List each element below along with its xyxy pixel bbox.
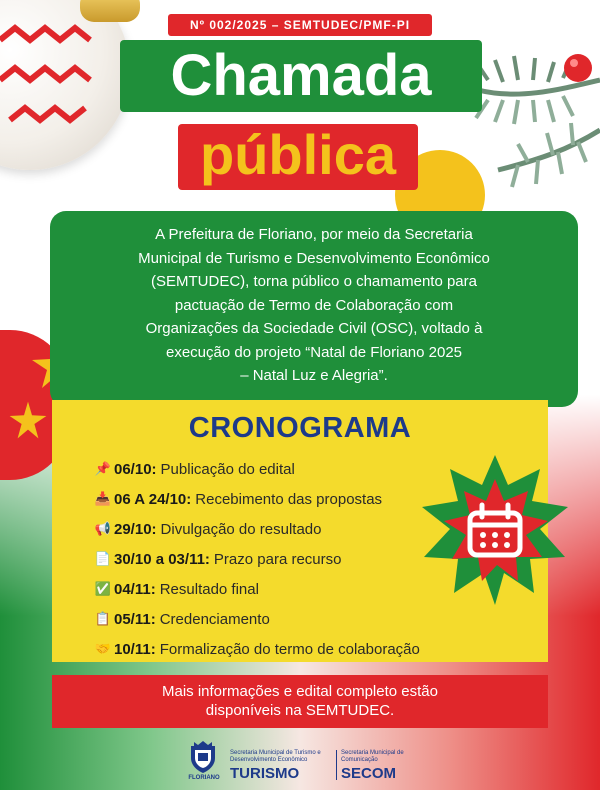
intro-line: pactuação de Termo de Colaboração com — [174, 296, 454, 314]
inbox-tray-icon: 📥 — [94, 491, 112, 506]
intro-line: A Prefeitura de Floriano, por meio da Secretaria — [155, 226, 473, 243]
schedule-item — [94, 544, 474, 574]
schedule-date: 05/11: — [114, 610, 156, 628]
turismo-logo-text: TURISMO — [230, 765, 300, 782]
document-icon: 📄 — [94, 551, 112, 566]
schedule-date: 29/10: — [114, 520, 157, 538]
schedule-item — [94, 604, 474, 634]
schedule-description: Credenciamento — [159, 610, 270, 628]
secom-logo-text: SECOM — [341, 765, 397, 782]
schedule-item — [94, 484, 474, 514]
schedule-item — [94, 634, 474, 664]
schedule-date: 10/11: — [114, 640, 156, 658]
cronograma-title: CRONOGRAMA — [188, 412, 412, 444]
calendar-badge-icon — [420, 455, 570, 605]
logo-divider — [336, 750, 337, 780]
schedule-description: Formalização do termo de colaboração — [159, 640, 420, 658]
page-title-line2: pública — [199, 123, 397, 186]
edital-number-banner: Nº 002/2025 – SEMTUDEC/PMF-PI — [168, 14, 432, 36]
intro-line: – Natal Luz e Alegria”. — [240, 367, 388, 384]
schedule-description: Recebimento das propostas — [195, 490, 383, 508]
intro-line: execução do projeto “Natal de Floriano 2025 — [165, 343, 463, 361]
schedule-description: Resultado final — [159, 580, 259, 598]
handshake-icon: 🤝 — [94, 641, 112, 656]
intro-line: Organizações da Sociedade Civil (OSC), voltado à — [145, 320, 483, 337]
cronograma-list — [94, 454, 474, 664]
city-crest-icon — [186, 740, 220, 774]
turismo-secretaria-label: Secretaria Municipal de Turismo e Desenvolvimento Econômico — [230, 750, 321, 763]
info-text — [95, 682, 505, 720]
intro-line: (SEMTUDEC), torna público o chamamento para — [151, 273, 477, 290]
schedule-item — [94, 574, 474, 604]
check-mark-icon: ✅ — [94, 581, 112, 596]
schedule-item — [94, 454, 474, 484]
schedule-date: 04/11: — [114, 580, 156, 598]
megaphone-icon: 📢 — [94, 521, 112, 536]
pushpin-icon: 📌 — [94, 461, 112, 476]
intro-line: Municipal de Turismo e Desenvolvimento Econômico — [138, 249, 490, 267]
ornament-cap-decoration — [80, 0, 140, 22]
info-line: Mais informações e edital completo estão — [162, 683, 438, 700]
schedule-date: 06 A 24/10: — [114, 490, 192, 508]
christmas-ornament-decoration — [0, 0, 130, 170]
city-name-label: FLORIANO — [188, 775, 220, 781]
schedule-date: 30/10 a 03/11: — [114, 550, 210, 568]
schedule-description: Prazo para recurso — [213, 550, 342, 568]
secom-secretaria-label: Secretaria Municipal de Comunicação — [341, 750, 404, 763]
small-gold-star-decoration — [8, 400, 48, 440]
info-line: disponíveis na SEMTUDEC. — [205, 702, 395, 719]
clipboard-icon: 📋 — [94, 611, 112, 626]
schedule-date: 06/10: — [114, 460, 157, 478]
schedule-item — [94, 514, 474, 544]
schedule-description: Publicação do edital — [160, 460, 295, 478]
schedule-description: Divulgação do resultado — [160, 520, 322, 538]
page-title-line1: Chamada — [170, 43, 432, 108]
intro-text — [80, 223, 548, 388]
